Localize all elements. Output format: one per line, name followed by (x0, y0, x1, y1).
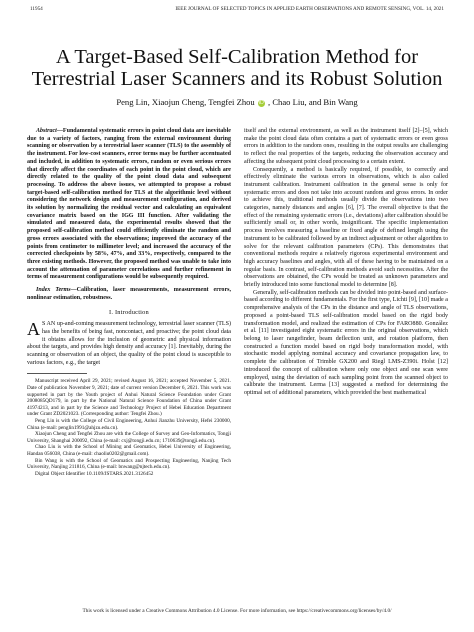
dropcap-letter: A (27, 319, 40, 340)
page-number: 11954 (30, 6, 43, 12)
orcid-icon[interactable]: iD (259, 100, 264, 106)
footnote-manuscript: Manuscript received April 29, 2021; revised August 16, 2021; accepted November 5, 2021. Date of publication November 9, 2021; date of current version December 6, 2021. This work was supported in part by the Youth project of Anhui Natural Science Foundation under Grant 2008085QD179, in part by the National Natural Science Foundation of China under Grant 41974213, and in part by the Science and Technology Project of Hebei Education Department under Grant ZD2021023. (Corresponding author: Tengfei Zhou.) (27, 378, 231, 418)
left-column (27, 128, 231, 477)
license-notice: This work is licensed under a Creative Commons Attribution 4.0 License. For more information, see https://creativecommons.org/licenses/by/4.0/ (82, 608, 392, 614)
abstract-text: Fundamental systematic errors in point cloud data are inevitable due to a variety of factors, ranging from the external environment during scanning or observation by a terrestrial laser scanner (TLS) to the assembly of the instrument. For low-cost scanners, error terms may be further accentuated and included, in addition to systematic errors, random or even serious errors that directly affect the coordinates of each point in the point cloud, which are directly related to the quality of the point cloud data and subsequent processing. To address the above issues, we attempted to propose a robust target-based self-calibration method for TLS at the algorithmic level without considering the network design and measurement configuration, and derived its solution by normalizing the residual vector and calculating an equivalent covariance matrix based on the IGG III function. After validating the simulated and measured data, the experimental results showed that the proposed self-calibration method could efficiently eliminate the random and gross errors associated with the observations; improved the accuracy of the points from centimeter to millimeter level; and increased the accuracy of the corrected checkpoints by 58%, 47%, and 33%, respectively, compared to the three existing methods. However, the proposed method was unable to take into account the attenuation of parameter correlations and further refinement in terms of measurement configurations would be subsequently required. (27, 128, 231, 281)
footnote-doi: Digital Object Identifier 10.1109/JSTARS.2021.3126452 (35, 470, 154, 477)
abstract (27, 128, 231, 282)
intro-text: S AN up-and-coming measurement technology, terrestrial laser scanner (TLS) has the benefits of being fast, noncontact, and proactive; the point cloud data it obtains allows for the inclusion of geometric and physical information about the targets, and provides high density and accuracy [1]. Inevitably, during the scanning or observation of an object, the quality of the point cloud is susceptible to various factors, e.g., the target (27, 321, 231, 366)
journal-name: IEEE JOURNAL OF SELECTED TOPICS IN APPLIED EARTH OBSERVATIONS AND REMOTE SENSING, VOL. 14, 2021 (175, 6, 444, 12)
section-heading: I. Introduction (109, 309, 149, 317)
footnote-author-liu: Chao Liu is with the School of Mining and Geomatics, Hebei University of Engineering, Handan 056038, China (e-mail: chaoliu0202@gmail.com). (27, 444, 231, 457)
index-terms-text: Calibration, laser measurements, measurement errors, nonlinear estimation, robustness. (27, 287, 231, 301)
paper-title (20, 46, 454, 90)
body-paragraph-1: itself and the external environment, as well as the instrument itself [2]–[5], which make the point cloud data often contains a part of systematic errors or even gross errors in addition to the random ones, resulting in the output results are challenging to reflect the real properties of the targets, reducing the observation accuracy and affecting the subsequent point cloud processing to a certain extent. (244, 128, 448, 165)
body-paragraph-3: Generally, self-calibration methods can be divided into point-based and surface-based according to different fundamentals. For the first type, Lichti [9], [10] made a comprehensive analysis of the CPs in the distance and angle of TLS observations, proposed a point-based TLS self-calibration model based on the rigid body transformation model, and realized the estimation of CPs for FARO880. González et al. [11] investigated eight systematic errors in the original observations, which belong to laser rangefinder, beam deflection unit, and rotation platform, then constructed a function model based on rigid body transformation model, with stochastic model applying nominal accuracy and covariance propagation law, to complete the calibration of Trimble GX200 and Riegl LMS-Z390i. Holst [12] introduced the concept of calibration where only one object and one scan were employed, using the deviation of each sampling point from the scanned object to calibrate the instrument. Lerma [13] suggested a method for determining the optimal set of additional parameters, which provided the best mathematical (244, 289, 448, 396)
footnote-divider (27, 373, 87, 374)
author-list (20, 97, 454, 107)
footnote-author-wang: Bin Wang is with the School of Geomatics and Prospecting Engineering, Nanjing Tech University, Nanjing 211816, China (e-mail: bnwang@njtech.edu.cn). (27, 457, 231, 471)
footnote-author-lin: Peng Lin is with the College of Civil Engineering, Anhui Jianzhu University, Hefei 230000, China (e-mail: penglin1991@ahjzu.edu.cn). (27, 417, 231, 431)
title-line-2: Terrestrial Laser Scanners and its Robust Solution (31, 68, 443, 90)
intro-paragraph (27, 321, 231, 367)
authors-part-1: Peng Lin, Xiaojun Cheng, Tengfei Zhou (116, 97, 255, 107)
authors-part-2: , Chao Liu, and Bin Wang (268, 97, 358, 107)
abstract-label: Abstract— (36, 128, 63, 134)
footnote-author-cheng-zhou: Xiaojun Cheng and Tengfei Zhou are with the College of Survey and Geo-Informatics, Tongji University, Shanghai 200092, China (e-mail: cxj@tongji.edu.cn; 1710639@tongji.edu.cn). (27, 431, 231, 444)
title-line-1: A Target-Based Self-Calibration Method for (55, 46, 419, 68)
right-column (244, 128, 448, 398)
body-paragraph-2: Consequently, a method is basically required, if possible, to correctly and effectively eliminate the various errors in observations, which is also called instrument calibration. Instrument calibration in the general sense is only for systematic errors and does not take into account random and gross errors. In order to achieve this, traditional methods usually divide the observations into two categories, namely distances and angles [6], [7]. The overall objective is that the effect of the remaining systematic errors (i.e., deviations) after calibration should be sufficiently small or, in other words, insignificant. The specific implementation process involves measuring a baseline or fixed angle of defined length using the instrument to be calibrated followed by an indirect adjustment or other algorithm to solve for the relevant calibration parameters (CPs). This demonstrates that conventional methods require a relatively rigorous experimental environment and high accuracy baselines and angles, with all of these having to be maintained on a regular basis. In contrast, self-calibration methods avoid such necessities. After the observations are obtained, the CPs would be treated as unknown parameters and briefly introduced into some functional model to determine [8]. (244, 166, 448, 289)
running-header (30, 6, 444, 12)
index-terms-label: Index Terms— (36, 287, 77, 294)
index-terms (27, 287, 231, 302)
